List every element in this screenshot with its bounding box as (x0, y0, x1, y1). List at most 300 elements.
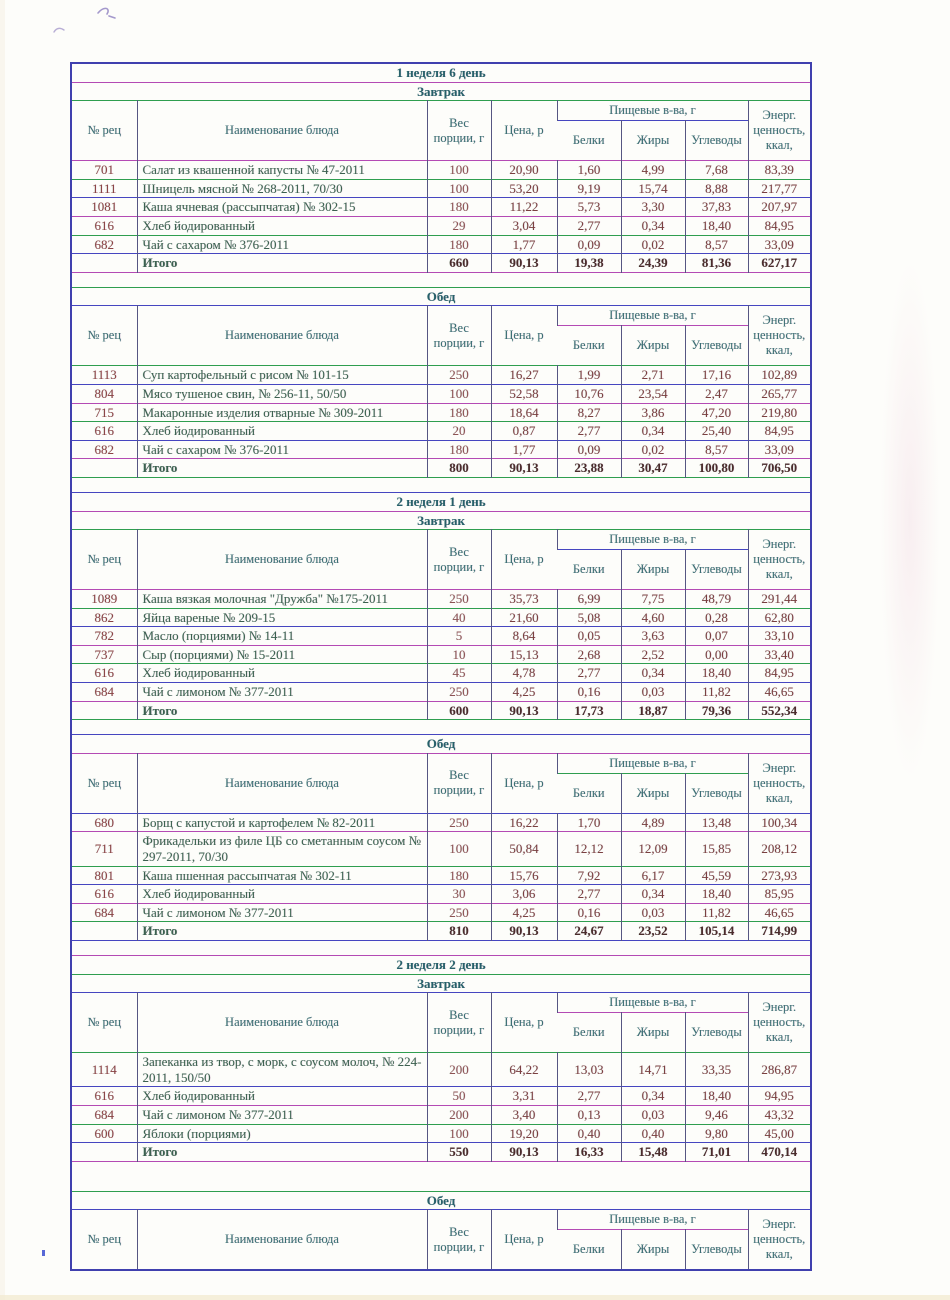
recipe-number: 711 (94, 841, 114, 857)
dish-name: Чай с лимоном № 377-2011 (137, 1105, 427, 1124)
col-header-fat: Жиры (621, 121, 685, 161)
energy-value: 102,89 (748, 366, 811, 385)
price-value: 18,64 (491, 403, 557, 422)
portion-weight: 40 (427, 608, 491, 627)
col-header-price: Цена, р (491, 1210, 557, 1270)
col-header-protein: Белки (572, 133, 605, 148)
portion-weight: 180 (427, 403, 491, 422)
carbs-value: 8,88 (685, 179, 748, 198)
portion-weight: 180 (427, 235, 491, 254)
fat-value: 0,34 (621, 1087, 685, 1106)
col-header-energy: Энерг. ценность, ккал, (748, 753, 811, 813)
fat-value: 15,74 (621, 179, 685, 198)
carbs-value: 25,40 (685, 422, 748, 441)
col-header-energy: Энерг. ценность, ккал, (748, 306, 811, 366)
total-label: Итого (137, 1143, 427, 1162)
dish-name: Макаронные изделия отварные № 309-2011 (137, 403, 427, 422)
protein-value: 9,19 (557, 179, 621, 198)
carbs-value: 2,47 (685, 384, 748, 403)
total-empty-cell (71, 701, 137, 720)
dish-name: Каша ячневая (рассыпчатая) № 302-15 (137, 198, 427, 217)
total-carbs: 79,36 (685, 701, 748, 720)
day-title: 1 неделя 6 день (396, 65, 486, 80)
col-header-dish-name: Наименование блюда (137, 993, 427, 1053)
recipe-number: 1114 (91, 1061, 117, 1077)
price-value: 4,78 (491, 664, 557, 683)
price-value: 50,84 (491, 832, 557, 866)
col-header-carbs: Углеводы (685, 773, 748, 813)
section-gap (71, 272, 811, 287)
energy-value: 33,40 (748, 645, 811, 664)
portion-weight: 250 (427, 903, 491, 922)
total-price: 90,13 (491, 254, 557, 273)
energy-value: 45,00 (748, 1124, 811, 1143)
fat-value: 0,02 (621, 440, 685, 459)
recipe-number: 616 (94, 886, 114, 902)
carbs-value: 0,00 (685, 645, 748, 664)
dish-name: Хлеб йодированный (137, 885, 427, 904)
dish-name: Каша пшенная рассыпчатая № 302-11 (137, 866, 427, 885)
protein-value: 8,27 (557, 403, 621, 422)
portion-weight: 5 (427, 627, 491, 646)
total-label: Итого (137, 701, 427, 720)
price-value: 4,25 (491, 903, 557, 922)
energy-value: 83,39 (748, 161, 811, 180)
total-protein: 23,88 (557, 459, 621, 478)
protein-value: 2,77 (557, 885, 621, 904)
protein-value: 1,99 (557, 366, 621, 385)
portion-weight: 100 (427, 832, 491, 866)
carbs-value: 11,82 (685, 683, 748, 702)
menu-table (70, 62, 812, 1271)
col-header-dish-name: Наименование блюда (137, 101, 427, 161)
col-header-energy: Энерг. ценность, ккал, (748, 993, 811, 1053)
carbs-value: 18,40 (685, 664, 748, 683)
price-value: 35,73 (491, 590, 557, 609)
portion-weight: 250 (427, 683, 491, 702)
recipe-number: 682 (94, 236, 114, 252)
price-value: 4,25 (491, 683, 557, 702)
price-value: 52,58 (491, 384, 557, 403)
ink-dot-mark (42, 1250, 45, 1256)
portion-weight: 100 (427, 1124, 491, 1143)
col-header-fat: Жиры (621, 1230, 685, 1270)
fat-value: 14,71 (621, 1053, 685, 1087)
energy-value: 33,10 (748, 627, 811, 646)
col-header-recipe-num: № рец (87, 552, 122, 567)
recipe-number: 680 (94, 814, 114, 830)
total-energy: 552,34 (748, 701, 811, 720)
energy-value: 84,95 (748, 216, 811, 235)
energy-value: 100,34 (748, 813, 811, 832)
fat-value: 3,86 (621, 403, 685, 422)
col-header-dish-name: Наименование блюда (137, 1210, 427, 1270)
total-fat: 23,52 (621, 922, 685, 941)
col-header-weight: Вес порции, г (427, 530, 491, 590)
total-carbs: 81,36 (685, 254, 748, 273)
fat-value: 2,71 (621, 366, 685, 385)
fat-value: 0,34 (621, 664, 685, 683)
energy-value: 207,97 (748, 198, 811, 217)
protein-value: 5,73 (557, 198, 621, 217)
portion-weight: 29 (427, 216, 491, 235)
fat-value: 0,34 (621, 216, 685, 235)
col-header-protein: Белки (572, 562, 605, 577)
col-header-fat: Жиры (621, 1013, 685, 1053)
energy-value: 33,09 (748, 235, 811, 254)
fat-value: 23,54 (621, 384, 685, 403)
total-fat: 24,39 (621, 254, 685, 273)
carbs-value: 8,57 (685, 235, 748, 254)
portion-weight: 180 (427, 866, 491, 885)
fat-value: 12,09 (621, 832, 685, 866)
dish-name: Запеканка из твор, с морк, с соусом молоч, № 224-2011, 150/50 (137, 1053, 427, 1087)
recipe-number: 804 (94, 385, 114, 401)
total-price: 90,13 (491, 459, 557, 478)
recipe-number: 682 (94, 441, 114, 457)
fat-value: 6,17 (621, 866, 685, 885)
total-fat: 18,87 (621, 701, 685, 720)
portion-weight: 30 (427, 885, 491, 904)
total-fat: 30,47 (621, 459, 685, 478)
meal-title: Завтрак (417, 83, 465, 99)
fat-value: 3,63 (621, 627, 685, 646)
total-price: 90,13 (491, 1143, 557, 1162)
protein-value: 5,08 (557, 608, 621, 627)
section-gap (71, 1161, 811, 1191)
total-energy: 706,50 (748, 459, 811, 478)
meal-title: Завтрак (417, 975, 465, 991)
price-value: 11,22 (491, 198, 557, 217)
total-price: 90,13 (491, 922, 557, 941)
col-header-weight: Вес порции, г (427, 753, 491, 813)
energy-value: 291,44 (748, 590, 811, 609)
protein-value: 2,77 (557, 664, 621, 683)
dish-name: Яйца вареные № 209-15 (137, 608, 427, 627)
col-header-fat: Жиры (621, 773, 685, 813)
total-empty-cell (71, 1143, 137, 1162)
carbs-value: 33,35 (685, 1053, 748, 1087)
scan-edge-left (0, 0, 5, 1300)
price-value: 16,22 (491, 813, 557, 832)
recipe-number: 616 (94, 423, 114, 439)
dish-name: Яблоки (порциями) (137, 1124, 427, 1143)
meal-title: Обед (426, 736, 456, 752)
carbs-value: 11,82 (685, 903, 748, 922)
col-header-carbs: Углеводы (685, 121, 748, 161)
dish-name: Мясо тушеное свин, № 256-11, 50/50 (137, 384, 427, 403)
portion-weight: 10 (427, 645, 491, 664)
carbs-value: 9,46 (685, 1105, 748, 1124)
price-value: 19,20 (491, 1124, 557, 1143)
fat-value: 0,03 (621, 683, 685, 702)
total-label: Итого (137, 922, 427, 941)
energy-value: 219,80 (748, 403, 811, 422)
energy-value: 273,93 (748, 866, 811, 885)
dish-name: Чай с сахаром № 376-2011 (137, 440, 427, 459)
pen-squiggle-mark (96, 4, 124, 24)
carbs-value: 9,80 (685, 1124, 748, 1143)
total-label: Итого (137, 459, 427, 478)
carbs-value: 0,28 (685, 608, 748, 627)
recipe-number: 684 (94, 684, 114, 700)
dish-name: Хлеб йодированный (137, 1087, 427, 1106)
protein-value: 10,76 (557, 384, 621, 403)
col-header-protein: Белки (572, 338, 605, 353)
portion-weight: 50 (427, 1087, 491, 1106)
carbs-value: 48,79 (685, 590, 748, 609)
portion-weight: 250 (427, 590, 491, 609)
recipe-number: 684 (94, 1106, 114, 1122)
dish-name: Хлеб йодированный (137, 664, 427, 683)
price-value: 53,20 (491, 179, 557, 198)
col-header-energy: Энерг. ценность, ккал, (748, 530, 811, 590)
total-label: Итого (137, 254, 427, 273)
pen-tick-mark (52, 24, 68, 36)
col-header-nutrients-group: Пищевые в-ва, г (557, 1210, 748, 1230)
col-header-protein: Белки (572, 785, 605, 800)
dish-name: Хлеб йодированный (137, 422, 427, 441)
col-header-price: Цена, р (491, 530, 557, 590)
protein-value: 1,60 (557, 161, 621, 180)
portion-weight: 180 (427, 440, 491, 459)
total-carbs: 100,80 (685, 459, 748, 478)
dish-name: Борщ с капустой и картофелем № 82-2011 (137, 813, 427, 832)
col-header-carbs: Углеводы (685, 326, 748, 366)
protein-value: 0,40 (557, 1124, 621, 1143)
scan-smudge (880, 260, 940, 780)
portion-weight: 100 (427, 161, 491, 180)
total-energy: 714,99 (748, 922, 811, 941)
carbs-value: 15,85 (685, 832, 748, 866)
carbs-value: 8,57 (685, 440, 748, 459)
portion-weight: 20 (427, 422, 491, 441)
price-value: 3,40 (491, 1105, 557, 1124)
protein-value: 2,77 (557, 422, 621, 441)
recipe-number: 737 (94, 646, 114, 662)
recipe-number: 600 (94, 1125, 114, 1141)
total-weight: 550 (427, 1143, 491, 1162)
energy-value: 33,09 (748, 440, 811, 459)
dish-name: Салат из квашенной капусты № 47-2011 (137, 161, 427, 180)
col-header-nutrients-group: Пищевые в-ва, г (557, 306, 748, 326)
col-header-nutrients-group: Пищевые в-ва, г (557, 993, 748, 1013)
carbs-value: 18,40 (685, 216, 748, 235)
total-protein: 24,67 (557, 922, 621, 941)
price-value: 15,76 (491, 866, 557, 885)
price-value: 15,13 (491, 645, 557, 664)
col-header-energy: Энерг. ценность, ккал, (748, 1210, 811, 1270)
carbs-value: 45,59 (685, 866, 748, 885)
total-empty-cell (71, 922, 137, 941)
col-header-weight: Вес порции, г (427, 1210, 491, 1270)
col-header-recipe-num: № рец (87, 775, 122, 790)
col-header-recipe-num: № рец (87, 328, 122, 343)
fat-value: 4,89 (621, 813, 685, 832)
dish-name: Чай с лимоном № 377-2011 (137, 903, 427, 922)
fat-value: 4,60 (621, 608, 685, 627)
dish-name: Сыр (порциями) № 15-2011 (137, 645, 427, 664)
protein-value: 2,77 (557, 216, 621, 235)
protein-value: 13,03 (557, 1053, 621, 1087)
carbs-value: 18,40 (685, 1087, 748, 1106)
total-price: 90,13 (491, 701, 557, 720)
energy-value: 286,87 (748, 1053, 811, 1087)
meal-title: Обед (426, 1192, 456, 1208)
protein-value: 0,09 (557, 440, 621, 459)
day-title: 2 неделя 1 день (396, 493, 486, 509)
total-protein: 16,33 (557, 1143, 621, 1162)
total-empty-cell (71, 254, 137, 273)
dish-name: Чай с сахаром № 376-2011 (137, 235, 427, 254)
col-header-price: Цена, р (491, 753, 557, 813)
recipe-number: 1081 (91, 199, 118, 215)
price-value: 1,77 (491, 235, 557, 254)
col-header-recipe-num: № рец (87, 123, 122, 138)
day-title: 2 неделя 2 день (396, 957, 486, 972)
protein-value: 0,05 (557, 627, 621, 646)
fat-value: 0,03 (621, 903, 685, 922)
carbs-value: 37,83 (685, 198, 748, 217)
col-header-dish-name: Наименование блюда (137, 306, 427, 366)
energy-value: 62,80 (748, 608, 811, 627)
col-header-energy: Энерг. ценность, ккал, (748, 101, 811, 161)
col-header-recipe-num: № рец (87, 1232, 122, 1247)
price-value: 16,27 (491, 366, 557, 385)
energy-value: 208,12 (748, 832, 811, 866)
total-protein: 17,73 (557, 701, 621, 720)
energy-value: 46,65 (748, 683, 811, 702)
fat-value: 2,52 (621, 645, 685, 664)
fat-value: 0,34 (621, 885, 685, 904)
col-header-nutrients-group: Пищевые в-ва, г (557, 753, 748, 773)
protein-value: 6,99 (557, 590, 621, 609)
portion-weight: 45 (427, 664, 491, 683)
col-header-price: Цена, р (491, 993, 557, 1053)
portion-weight: 200 (427, 1105, 491, 1124)
col-header-weight: Вес порции, г (427, 993, 491, 1053)
portion-weight: 180 (427, 198, 491, 217)
col-header-nutrients-group: Пищевые в-ва, г (557, 101, 748, 121)
protein-value: 0,16 (557, 683, 621, 702)
col-header-recipe-num: № рец (87, 1015, 122, 1030)
price-value: 21,60 (491, 608, 557, 627)
recipe-number: 616 (94, 1088, 114, 1104)
col-header-fat: Жиры (621, 326, 685, 366)
protein-value: 0,16 (557, 903, 621, 922)
dish-name: Шницель мясной № 268-2011, 70/30 (137, 179, 427, 198)
col-header-carbs: Углеводы (685, 550, 748, 590)
col-header-protein: Белки (572, 1242, 605, 1257)
recipe-number: 616 (94, 665, 114, 681)
dish-name: Каша вязкая молочная "Дружба" №175-2011 (137, 590, 427, 609)
energy-value: 46,65 (748, 903, 811, 922)
col-header-carbs: Углеводы (685, 1230, 748, 1270)
total-energy: 470,14 (748, 1143, 811, 1162)
col-header-carbs: Углеводы (685, 1013, 748, 1053)
carbs-value: 7,68 (685, 161, 748, 180)
energy-value: 265,77 (748, 384, 811, 403)
total-empty-cell (71, 459, 137, 478)
carbs-value: 0,07 (685, 627, 748, 646)
recipe-number: 1113 (91, 367, 117, 383)
col-header-price: Цена, р (491, 101, 557, 161)
dish-name: Фрикадельки из филе ЦБ со сметанным соусом № 297-2011, 70/30 (137, 832, 427, 866)
recipe-number: 616 (94, 217, 114, 233)
energy-value: 94,95 (748, 1087, 811, 1106)
recipe-number: 782 (94, 628, 114, 644)
protein-value: 0,13 (557, 1105, 621, 1124)
recipe-number: 862 (94, 609, 114, 625)
recipe-number: 1111 (91, 180, 117, 196)
recipe-number: 1089 (91, 591, 118, 607)
meal-title: Завтрак (417, 512, 465, 528)
fat-value: 0,02 (621, 235, 685, 254)
energy-value: 84,95 (748, 422, 811, 441)
protein-value: 2,68 (557, 645, 621, 664)
dish-name: Суп картофельный с рисом № 101-15 (137, 366, 427, 385)
price-value: 64,22 (491, 1053, 557, 1087)
portion-weight: 200 (427, 1053, 491, 1087)
total-weight: 810 (427, 922, 491, 941)
energy-value: 84,95 (748, 664, 811, 683)
col-header-nutrients-group: Пищевые в-ва, г (557, 530, 748, 550)
carbs-value: 17,16 (685, 366, 748, 385)
scan-edge-bottom (0, 1295, 950, 1300)
energy-value: 217,77 (748, 179, 811, 198)
fat-value: 3,30 (621, 198, 685, 217)
fat-value: 7,75 (621, 590, 685, 609)
section-gap (71, 941, 811, 956)
dish-name: Чай с лимоном № 377-2011 (137, 683, 427, 702)
protein-value: 0,09 (557, 235, 621, 254)
price-value: 20,90 (491, 161, 557, 180)
protein-value: 1,70 (557, 813, 621, 832)
price-value: 3,04 (491, 216, 557, 235)
recipe-number: 801 (94, 867, 114, 883)
fat-value: 0,03 (621, 1105, 685, 1124)
col-header-price: Цена, р (491, 306, 557, 366)
total-weight: 600 (427, 701, 491, 720)
col-header-weight: Вес порции, г (427, 306, 491, 366)
menu-table-region (70, 62, 812, 1262)
section-gap (71, 477, 811, 492)
recipe-number: 684 (94, 904, 114, 920)
col-header-protein: Белки (572, 1025, 605, 1040)
section-gap (71, 720, 811, 735)
col-header-dish-name: Наименование блюда (137, 530, 427, 590)
fat-value: 0,34 (621, 422, 685, 441)
carbs-value: 13,48 (685, 813, 748, 832)
protein-value: 2,77 (557, 1087, 621, 1106)
portion-weight: 250 (427, 813, 491, 832)
portion-weight: 250 (427, 366, 491, 385)
carbs-value: 18,40 (685, 885, 748, 904)
col-header-fat: Жиры (621, 550, 685, 590)
fat-value: 0,40 (621, 1124, 685, 1143)
portion-weight: 100 (427, 384, 491, 403)
total-weight: 660 (427, 254, 491, 273)
fat-value: 4,99 (621, 161, 685, 180)
total-fat: 15,48 (621, 1143, 685, 1162)
total-carbs: 71,01 (685, 1143, 748, 1162)
col-header-dish-name: Наименование блюда (137, 753, 427, 813)
total-protein: 19,38 (557, 254, 621, 273)
total-energy: 627,17 (748, 254, 811, 273)
dish-name: Масло (порциями) № 14-11 (137, 627, 427, 646)
price-value: 8,64 (491, 627, 557, 646)
total-carbs: 105,14 (685, 922, 748, 941)
